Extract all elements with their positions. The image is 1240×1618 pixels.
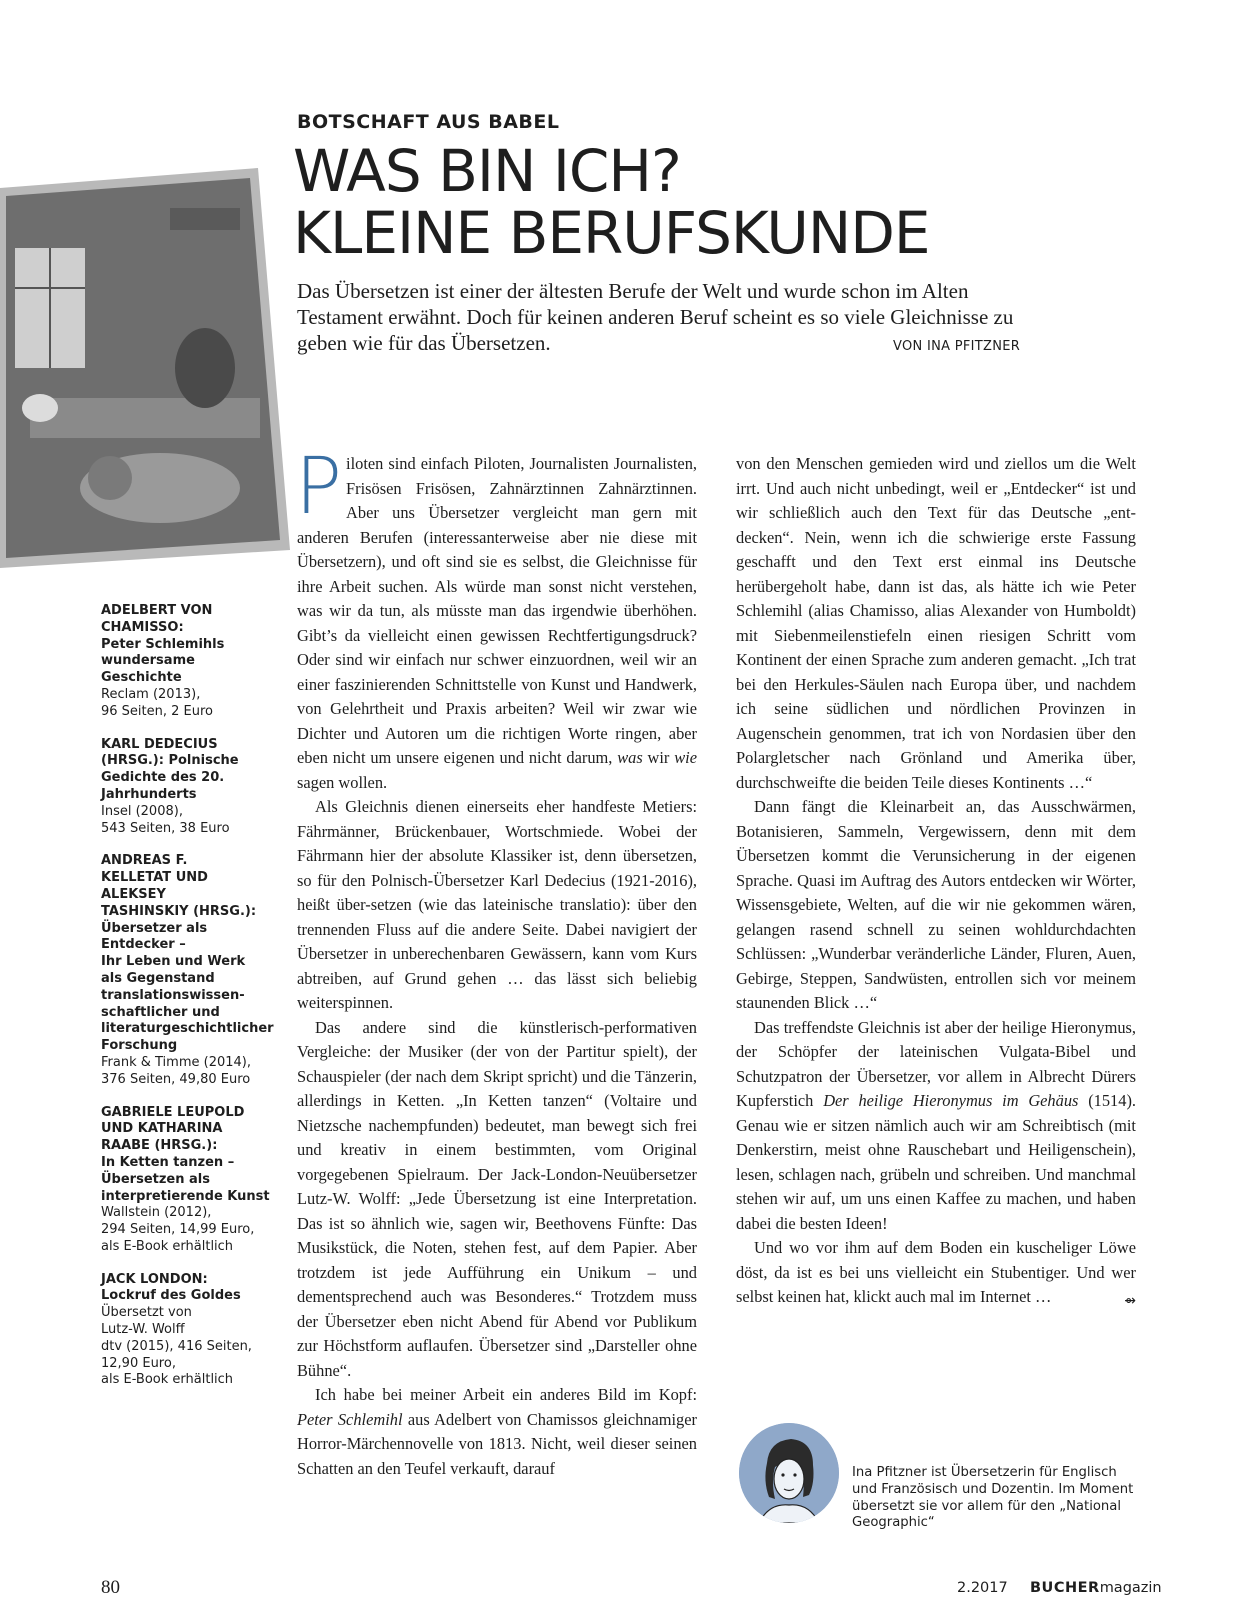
article-paragraph <box>736 1016 1136 1237</box>
page-number: 80 <box>101 1577 120 1598</box>
emphasis: wie <box>674 748 697 767</box>
book-info: Übersetzt von Lutz-W. Wolff dtv (2015), 416 Seiten, 12,90 Euro, als E-Book erhältlich <box>101 1305 252 1388</box>
book-title: GABRIELE LEUPOLD UND KATHARINA RAABE (HRSG.): In Ketten tanzen – Übersetzen als interpretierende Kunst <box>101 1104 270 1204</box>
issue-number: 2.2017 <box>957 1580 1008 1596</box>
paragraph-text: Das treffendste Gleichnis ist aber der heilige Hieronymus, der Schöpfer der lateinischen Vulgata-Bibel und Schutzpatron der Übersetzer, vor allem in Albrecht Dürers Kupferstich <box>736 1017 1136 1110</box>
lead-text: Das Übersetzen ist einer der ältesten Berufe der Welt und wurde schon im Alten Testament erwähnt. Doch für keinen anderen Beruf scheint es so viele Gleichnisse zu geben wie für das Übersetzen. <box>297 279 1014 355</box>
magazine-name <box>1030 1580 1162 1596</box>
author-portrait-image <box>739 1423 839 1523</box>
article-paragraph: Das andere sind die künstlerisch-performativen Vergleiche: der Musiker (der von der Partitur spielt), der Schauspieler (der nach dem Skript spricht) und die Tänzerin, allerdings in Ketten. „In Ketten tanzen“ (Voltaire und Nietzsche nachempfunden) bedeutet, man bewegt sich frei und kreativ in einem bestimmten, vom Original vorgegebenen Spielraum. Der Jack-London-Neuübersetzer Lutz-W. Wolff: „Jede Übersetzung ist eine Interpretation. Das ist so ähnlich wie, sagen wir, Beethovens Fünfte: Das Musikstück, die Noten, stehen fest, auf dem Papier. Aber trotzdem ist jede Aufführung ein Unikum – und dementsprechend auch was Besonderes.“ Trotzdem muss der Übersetzer eben nicht Abend für Abend vor Publikum zur Höchstform auflaufen. Übersetzer sind „Darsteller ohne Bühne“. <box>297 1017 697 1380</box>
article-column-1 <box>295 442 697 1481</box>
magazine-name-strong: BUCHER <box>1030 1580 1100 1596</box>
book-title: ANDREAS F. KELLETAT UND ALEKSEY TASHINSKIY (HRSG.): Übersetzer als Entdecker – Ihr Leben und Werk als Gegenstand translationswissen- schaftlicher und literaturgeschichtlicher Forschung <box>101 853 274 1054</box>
book-entry <box>101 1105 281 1256</box>
book-entry <box>101 1272 281 1390</box>
paragraph-text: Ich habe bei meiner Arbeit ein anderes Bild im Kopf: <box>315 1385 697 1404</box>
book-title: KARL DEDECIUS (HRSG.): Polnische Gedichte des 20. Jahrhunderts <box>101 736 239 802</box>
paragraph-text: wir <box>647 748 670 767</box>
paragraph-text: iloten sind einfach Piloten, Journalisten Journalisten, Frisösen Frisösen, Zahnärztinnen Zahnärztinnen. Aber uns Übersetzer vergleicht man gern mit anderen Berufen (interessanterweise aber nie diese mit Übersetzern), und oft sind sie es selbst, die Gleichnisse für ihre Arbeit suchen. Als würde man sonst nicht verstehen, was wir da tun, als müsste man das irgendwie überhöhen. Gibt’s da vielleicht einen gewissen Rechtfertigungsdruck? Oder sind wir einfach nur schwer einzuordnen, weil wir an einer faszinierenden Schnittstelle von Kunst und Handwerk, von Gelehrtheit und Praxis arbeiten? Weil wir zwar wie Dichter und Autoren um die richtigen Worte ringen, aber eben nicht um unsere eigenen und nicht darum, <box>297 454 697 767</box>
article-paragraph <box>736 1236 1136 1310</box>
emphasis: was <box>617 748 643 767</box>
paragraph-text: sagen wollen. <box>297 772 388 792</box>
engraving-image <box>0 168 290 568</box>
magazine-name-light: magazin <box>1099 1580 1162 1596</box>
title-line-1: WAS BIN ICH? <box>293 137 681 205</box>
book-title: JACK LONDON: Lockruf des Goldes <box>101 1271 241 1304</box>
emphasis: Der heilige Hieronymus im Gehäus <box>823 1091 1079 1110</box>
drop-cap: P <box>295 442 343 532</box>
book-entry <box>101 853 281 1088</box>
paragraph-text: (1514). Genau wie er sitzen nämlich auch wir am Schreibtisch (mit Denkerstirn, meist ohne Rauschebart und Heiligenschein), lesen, schlagen nach, grübeln und schreiben. Und manchmal stehen wir auf, um uns einen Kaffee zu machen, und haben dabei die besten Ideen! <box>736 1091 1136 1233</box>
article-paragraph: Als Gleichnis dienen einerseits eher handfeste Metiers: Fährmänner, Brückenbauer, Wortschmiede. Wobei der Fährmann hier der absolute Klassiker ist, denn übersetzen, so für den Polnisch-Übersetzer Karl Dedecius (1921-2016), heißt über-setzen (wie das lateinische translatio): über den trennenden Fluss auf die andere Seite. Dabei navigiert der Übersetzer in unberechenbaren Gewässern, kann vom Kurs abtreiben, auf Grund gehen … das lässt sich beliebig weiterspinnen. <box>297 797 697 1012</box>
book-info: Reclam (2013), 96 Seiten, 2 Euro <box>101 686 214 719</box>
book-title: ADELBERT VON CHAMISSO: Peter Schlemihls wundersame Geschichte <box>101 603 225 686</box>
book-info: Frank & Timme (2014), 376 Seiten, 49,80 Euro <box>101 1054 251 1087</box>
article-paragraph: Dann fängt die Kleinarbeit an, das Ausschwärmen, Botanisieren, Sammeln, Vergewissern, denn mit dem Übersetzen kommt die Verunsicherung in der eigenen Sprache. Quasi im Auftrag des Autors entdecken wir Wörter, Wissensgebiete, Welten, auf die wir nie gekommen wären, gelangen rasend schnell zu seinen wohldurchdachten Schlüssen: „Wunderbar veränderliche Länder, Fluren, Auen, Gebirge, Steppen, Sandwüsten, entrollen sich vor meinem staunenden Blick …“ <box>736 797 1136 1012</box>
section-kicker: BOTSCHAFT AUS BABEL <box>297 111 560 133</box>
emphasis: Peter Schlemihl <box>297 1409 403 1429</box>
author-bio: Ina Pfitzner ist Übersetzerin für Englisch und Französisch und Dozentin. Im Moment übersetzt sie vor allem für den „National Geographic“ <box>852 1465 1134 1531</box>
paragraph-text: aus Adelbert von Chamissos gleichnamiger Horror-Märchennovelle von 1813. Nicht, weil dieser seinen Schatten an den Teufel verkauft, darauf <box>297 1409 697 1478</box>
book-entry <box>101 737 281 838</box>
book-list <box>101 603 281 1405</box>
book-info: Insel (2008), 543 Seiten, 38 Euro <box>101 803 230 836</box>
article-paragraph <box>295 442 697 795</box>
book-entry <box>101 603 281 721</box>
title-line-2: KLEINE BERUFSKUNDE <box>293 199 930 267</box>
article-column-2 <box>736 452 1136 1314</box>
article-title <box>293 137 930 267</box>
book-info: Wallstein (2012), 294 Seiten, 14,99 Euro, als E-Book erhältlich <box>101 1205 255 1254</box>
article-paragraph: von den Menschen gemieden wird und ziellos um die Welt irrt. Und auch nicht unbedingt, weil er „Entdecker“ ist und wir schließlich auch den Text für das Deutsche „ent-decken“. Nein, wenn ich die schwierige erste Fassung geschafft und den Text erst einmal ins Deutsche herübergeholt habe, dann ist das, als hätte ich wie Peter Schlemihl (alias Chamisso, alias Alexander von Humboldt) mit Siebenmeilenstiefeln einen riesigen Schritt vom Kontinent der einen Sprache zum anderen gemacht. „Ich trat bei den Herkules-Säulen nach Europa über, und nachdem ich seine südlichen und nördlichen Provinzen in Augenschein genommen, trat ich von Nordasien über den Polargletscher nach Grönland und Amerika über, durchschweifte die beiden Teile dieses Kontinents …“ <box>736 454 1136 792</box>
end-of-article-icon: ⇴ <box>1124 1293 1136 1309</box>
paragraph-text: Und wo vor ihm auf dem Boden ein kuscheliger Löwe döst, da ist es bei uns vielleicht ein Stubentiger. Und wer selbst keinen hat, klickt auch mal im Internet … <box>736 1238 1136 1306</box>
byline: VON INA PFITZNER <box>893 339 1021 354</box>
article-paragraph <box>297 1383 697 1481</box>
